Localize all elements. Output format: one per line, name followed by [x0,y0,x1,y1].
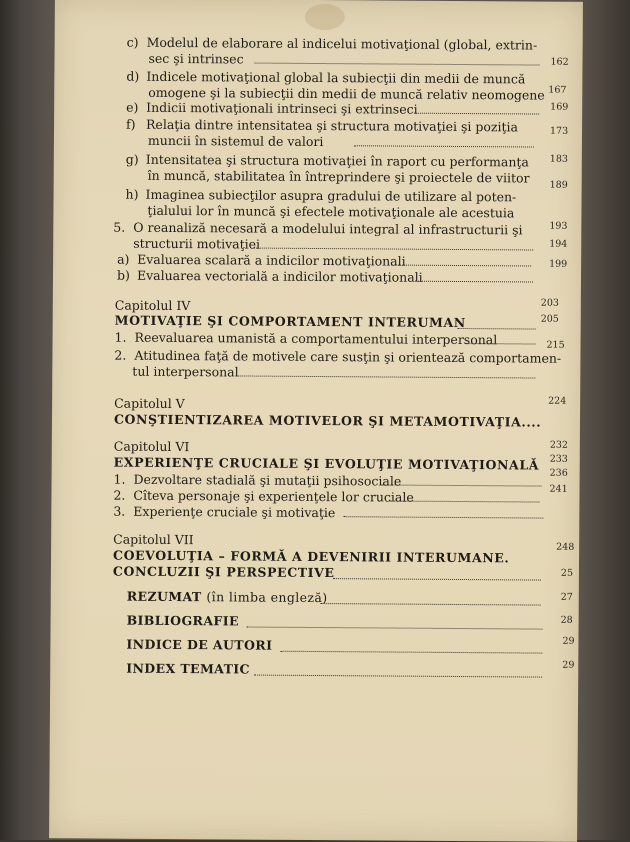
page-vi-2: 241 [549,483,568,495]
page-b: 199 [549,258,568,270]
leader-a [391,264,531,267]
entry-c-line2: sec şi intrinsec [148,50,244,67]
chapter-iv-item-1: 1. Reevaluarea umanistă a comportamentului interpersonal [114,329,498,348]
page-e: 169 [550,101,569,113]
leader-f [354,144,534,147]
leader-b [415,280,533,283]
toc-entry-g: g) Intensitatea şi structura motivaţiei în raport cu performanţa [125,151,529,170]
page-f: 173 [549,125,569,137]
leader-bibliografie [247,626,543,630]
page-h: 189 [549,179,568,191]
entry-c-line1: Modelul de elaborare al indicelui motivaţional (global, extrin- [146,34,538,53]
chapter-iv-heading: Capitolul IV [114,297,191,314]
page-iv-2: 215 [546,339,565,351]
entry-5-line2: structurii motivaţiei [133,235,261,252]
toc-entry-b: b) Evaluarea vectorială a indicilor motivaţionali [116,267,423,285]
header-stain [305,4,345,30]
chapter-vii-heading: Capitolul VII [113,531,194,548]
toc-entry-d: d) Indicele motivaţional global la subiecţii din medii de muncă [126,68,526,87]
entry-5-line1: O reanaliză necesară a modelului integral al infrastructurii şi [133,219,523,238]
entry-f-line1: Relaţia dintre intensitatea şi structura motivaţiei şi poziţia [145,116,519,135]
toc-entry-a: a) Evaluarea scalară a indicilor motivaţionali [117,251,406,269]
entry-e-line1: Indicii motivaţionali intrinseci şi extrinseci [146,99,418,117]
page-vii: 248 [556,541,575,553]
entry-a-line1: Evaluarea scalară a indicilor motivaţionali [137,251,406,269]
page-indice: 29 [562,635,575,647]
page-c: 162 [550,56,569,68]
leader-vii [333,577,541,580]
chapter-iv-item-2-line2: tul interpersonal [132,363,239,380]
page-5b: 194 [549,238,568,250]
leader-e [414,112,539,115]
page-bibliografie: 28 [560,614,573,626]
page-d: 167 [548,84,567,96]
chapter-vi-item-1: 1. Dezvoltare stadială şi mutaţii psihosociale [113,471,402,489]
entry-f-line2: muncii în sistemul de valori [147,132,324,150]
chapter-iv-title: MOTIVAŢIE ŞI COMPORTAMENT INTERUMAN [114,312,466,331]
page-iv: 203 [540,297,560,309]
toc-entry-f: f) Relaţia dintre intensitatea şi structura motivaţiei şi poziţia [126,116,519,135]
chapter-v-heading: Capitolul V [114,395,185,412]
chapter-vii-title-line2: CONCLUZII ŞI PERSPECTIVE [112,563,335,581]
index-tematic-title: INDEX TEMATIC [126,660,250,677]
rezumat-note: (în limba engleză) [206,589,328,606]
entry-g-line2: în muncă, stabilitatea în întreprindere şi proiectele de viitor [147,167,530,186]
leader-iv [458,327,536,330]
leader-index [254,674,542,678]
page-vi-1: 233 [549,453,568,465]
toc-entry-5: 5. O reanaliză necesară a modelului integral al infrastructurii şi [113,219,523,238]
page-vi-1b: 236 [549,467,568,479]
entry-h-line2: ţialului lor în muncă şi efectele motivaţionale ale acestuia [147,202,515,221]
page-index: 29 [562,659,575,671]
page-iv-1: 205 [540,313,559,325]
page-g: 183 [549,153,569,165]
entry-d-line1: Indicele motivaţional global la subiecţii din medii de muncă [146,68,526,87]
leader-vi-3 [343,515,543,518]
toc-entry-e: e) Indicii motivaţionali intrinseci şi extrinseci [126,99,418,117]
chapter-iv-item-2: 2. Atitudinea faţă de motivele care susţin şi orientează comportamen- [114,347,562,366]
rezumat-title: REZUMAT (în limba engleză) [126,588,328,606]
chapter-vi-title: EXPERIENŢE CRUCIALE ŞI EVOLUŢIE MOTIVAŢIONALĂ [113,454,540,473]
page-5: 193 [549,220,568,232]
page-vii-b: 25 [560,567,574,579]
leader-iv-2 [238,374,535,378]
leader-5 [253,247,533,251]
entry-h-line1: Imaginea subiecţilor asupra gradului de utilizare al poten- [145,186,517,205]
indice-autori-title: INDICE DE AUTORI [126,636,273,653]
entry-d-line2: omogene şi la subiecţii din medii de muncă relativ neomogene [148,84,545,103]
page-vi: 232 [549,439,569,451]
entry-g-line1: Intensitatea şi structura motivaţiei în raport cu performanţa [145,151,529,170]
page-v: 224 [548,395,567,407]
leader-vi-1 [382,483,542,486]
leader-c [254,62,539,66]
toc-entry-h: h) Imaginea subiecţilor asupra gradului de utilizare al poten- [125,186,517,205]
leader-indice [280,650,542,654]
book-page [49,0,583,842]
leader-rezumat [321,602,541,606]
chapter-vi-item-3: 3. Experienţe cruciale şi motivaţie [113,503,336,521]
chapter-vi-item-2: 2. Cîteva personaje şi experienţele lor cruciale [113,487,414,505]
chapter-v-title: CONŞTIENTIZAREA MOTIVELOR ŞI METAMOTIVAŢIA.... [113,411,542,430]
bibliografie-title: BIBLIOGRAFIE [126,612,239,629]
page-rezumat: 27 [560,591,573,603]
chapter-vii-title-line1: COEVOLUŢIA – FORMĂ A DEVENIRII INTERUMANE. [112,547,510,566]
toc-entry-c: c) Modelul de elaborare al indicelui motivaţional (global, extrin- [126,34,538,53]
entry-b-line1: Evaluarea vectorială a indicilor motivaţionali [136,267,423,285]
chapter-vi-heading: Capitolul VI [113,438,190,455]
